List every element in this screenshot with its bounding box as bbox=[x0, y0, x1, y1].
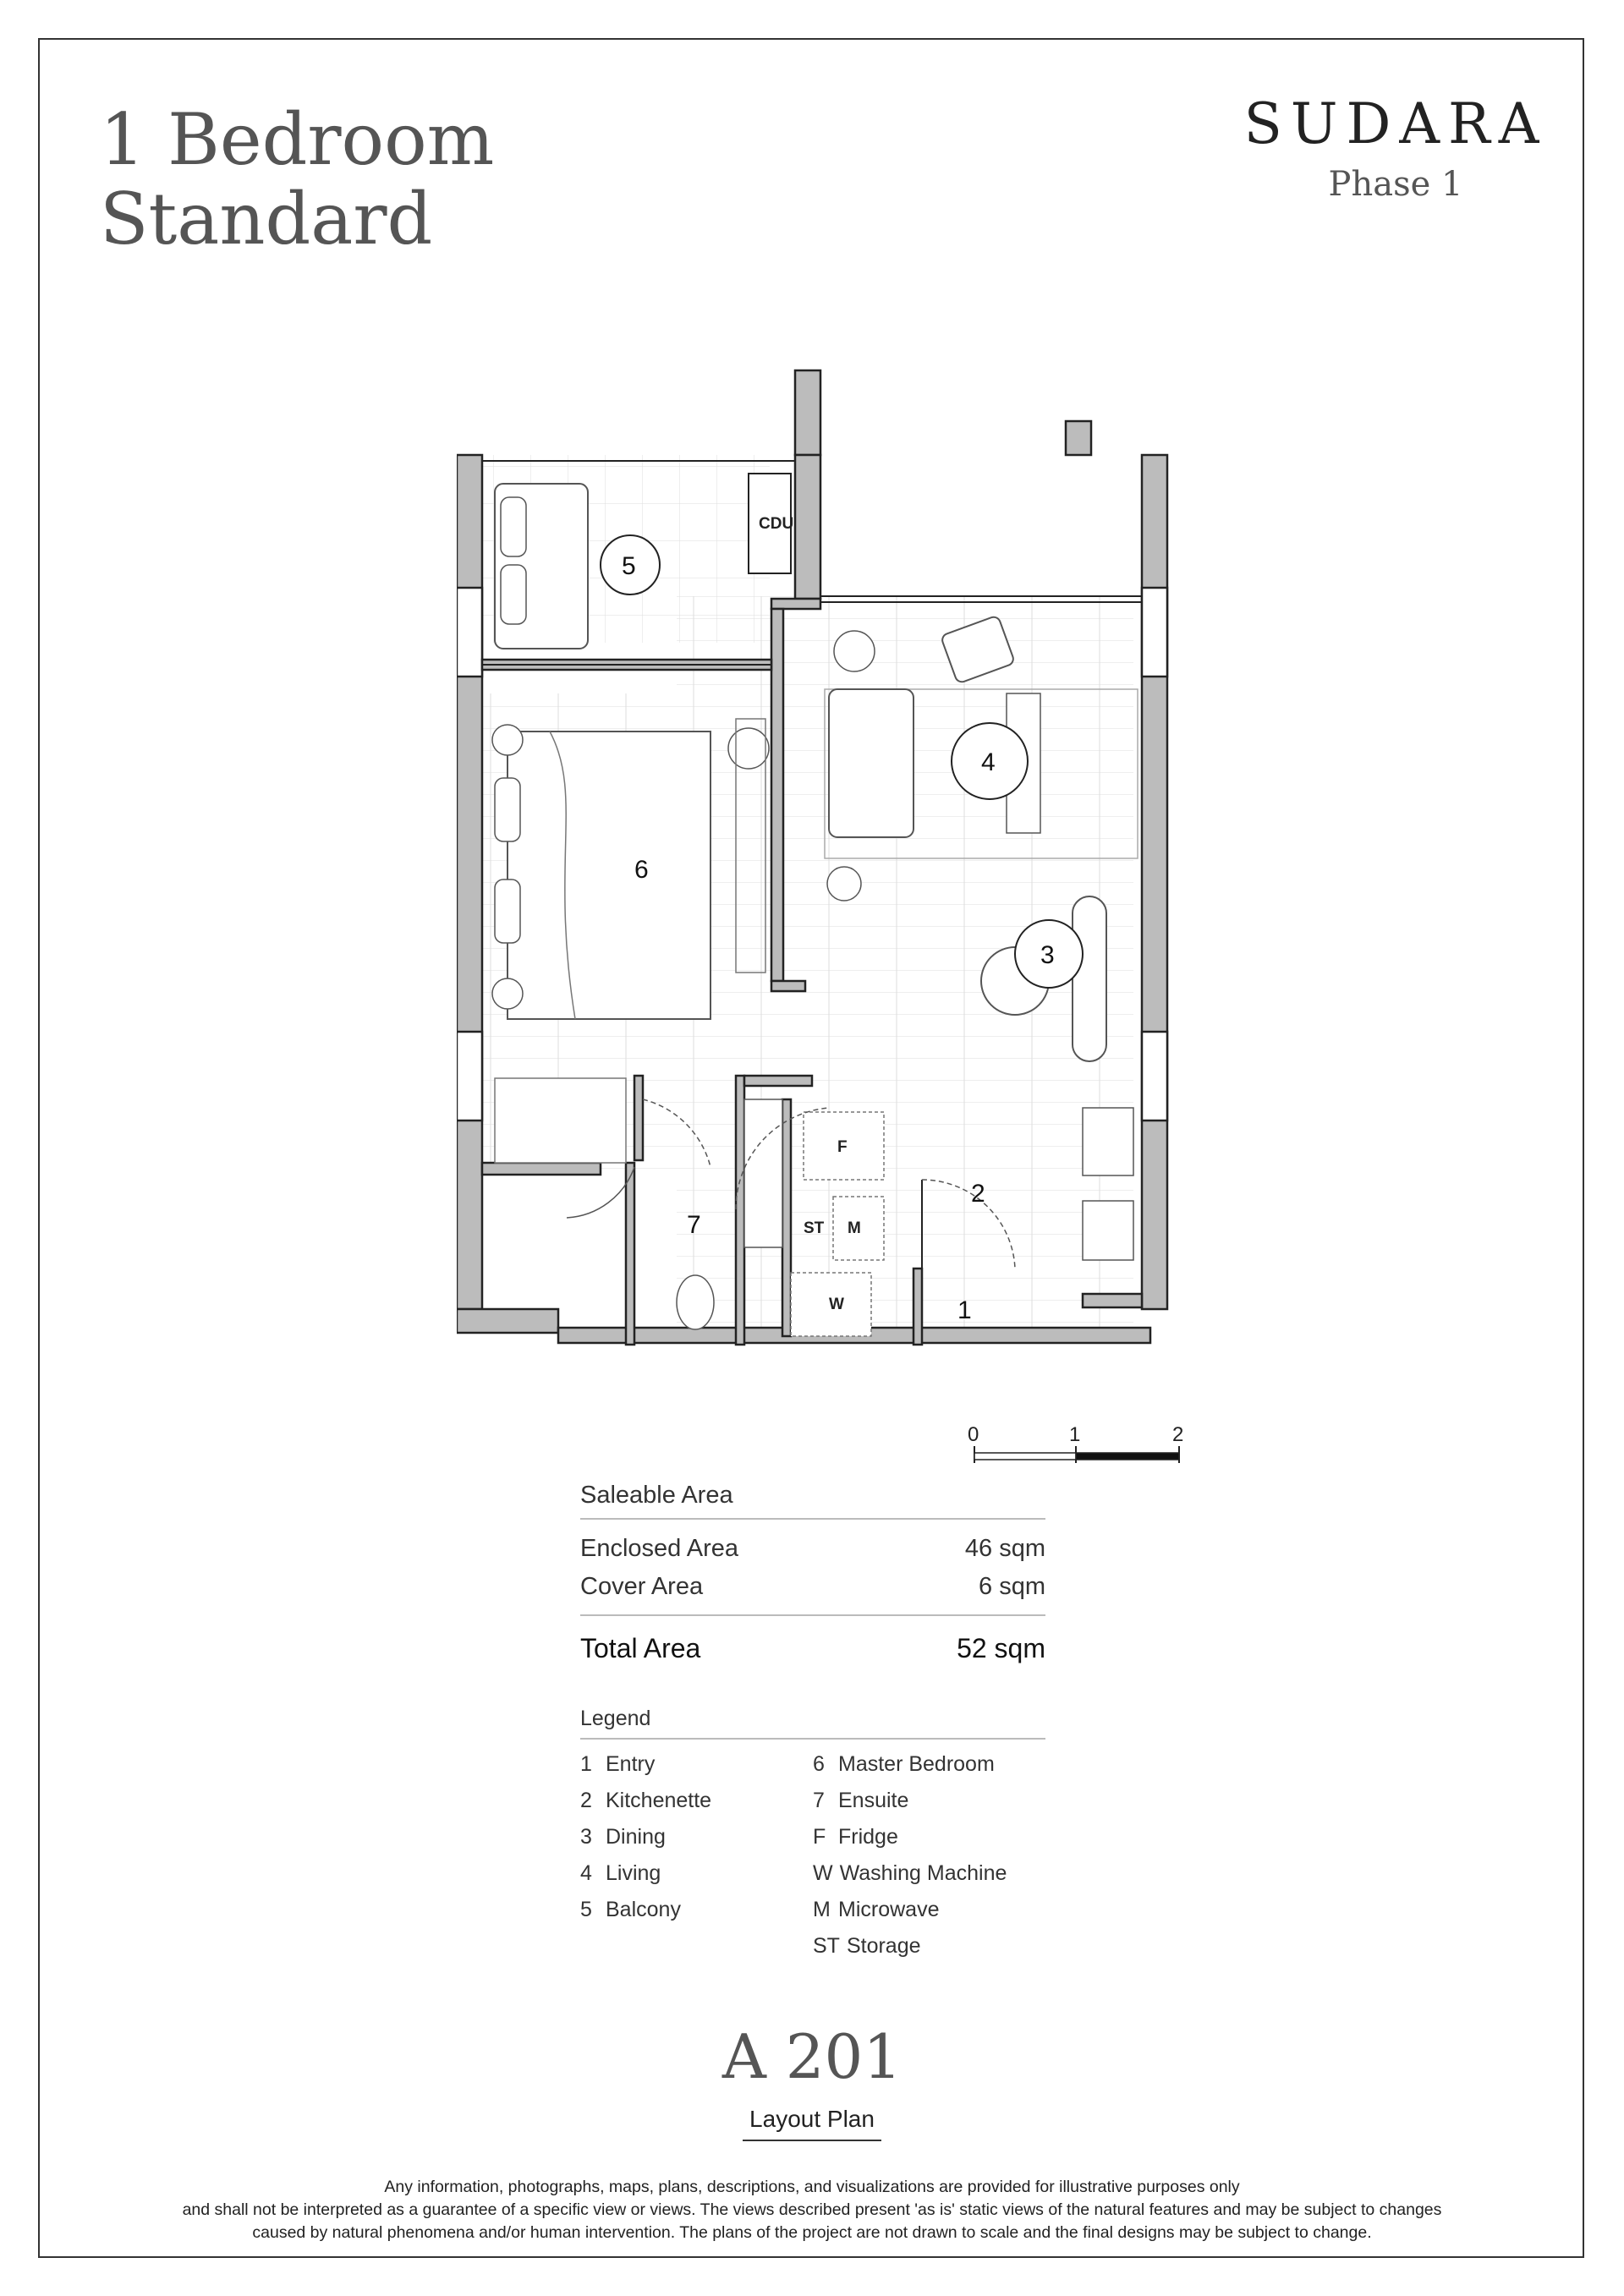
double-bed bbox=[508, 732, 710, 1019]
legend-label: Entry bbox=[606, 1752, 656, 1776]
area-row-label: Cover Area bbox=[580, 1573, 704, 1600]
dining-table bbox=[1073, 896, 1106, 1061]
scale-label-0: 0 bbox=[968, 1423, 979, 1446]
cushion bbox=[501, 497, 526, 556]
washer-label: W bbox=[829, 1296, 844, 1313]
title-line-1: 1 Bedroom bbox=[100, 98, 495, 181]
side-table bbox=[827, 867, 861, 901]
legend-item bbox=[580, 1855, 813, 1892]
legend-key: 1 bbox=[580, 1752, 592, 1776]
area-row bbox=[580, 1530, 1045, 1568]
area-row-value: 6 sqm bbox=[979, 1573, 1045, 1600]
legend-label: Living bbox=[606, 1861, 661, 1885]
sink bbox=[1083, 1108, 1133, 1175]
room-1-label: 1 bbox=[957, 1296, 972, 1324]
room-5-label: 5 bbox=[622, 552, 636, 580]
legend-key: 4 bbox=[580, 1861, 592, 1885]
total-area-label: Total Area bbox=[580, 1633, 701, 1663]
pillow bbox=[495, 778, 520, 841]
legend-item bbox=[813, 1819, 1045, 1855]
plant-pot bbox=[728, 728, 769, 769]
area-row-label: Enclosed Area bbox=[580, 1535, 739, 1562]
legend-item bbox=[813, 1928, 1045, 1964]
scale-label-2: 2 bbox=[1172, 1423, 1184, 1446]
room-6-label: 6 bbox=[634, 856, 649, 884]
phase-label: Phase 1 bbox=[1328, 165, 1463, 204]
legend-label: Washing Machine bbox=[839, 1861, 1007, 1885]
wardrobe-rail bbox=[495, 1078, 626, 1163]
legend-label: Kitchenette bbox=[606, 1789, 712, 1812]
disclaimer-line: caused by natural phenomena and/or human intervention. The plans of the project are not drawn to scale and the final designs may be subject to change. bbox=[252, 2223, 1372, 2242]
legend-label: Ensuite bbox=[838, 1789, 909, 1812]
floor-plan bbox=[457, 355, 1201, 1395]
legend-item bbox=[813, 1892, 1045, 1928]
legend-item bbox=[813, 1855, 1045, 1892]
vanity bbox=[744, 1099, 782, 1247]
legend-key: 7 bbox=[813, 1789, 825, 1812]
legend-key: W bbox=[813, 1861, 833, 1885]
page-title bbox=[100, 100, 494, 259]
room-3-label: 3 bbox=[1040, 941, 1055, 969]
legend-item bbox=[580, 1783, 813, 1819]
legend-item bbox=[580, 1892, 813, 1928]
legend-key: M bbox=[813, 1898, 831, 1921]
layout-caption: Layout Plan bbox=[743, 2106, 881, 2141]
legend-key: 2 bbox=[580, 1789, 592, 1812]
scale-label-1: 1 bbox=[1069, 1423, 1081, 1446]
legend-label: Fridge bbox=[838, 1825, 898, 1849]
legend-key: 5 bbox=[580, 1898, 592, 1921]
area-heading: Saleable Area bbox=[580, 1482, 1045, 1520]
area-rows bbox=[580, 1530, 1045, 1616]
legend-label: Storage bbox=[846, 1934, 921, 1958]
legend-label: Master Bedroom bbox=[838, 1752, 995, 1776]
legend-item bbox=[580, 1819, 813, 1855]
area-row bbox=[580, 1568, 1045, 1606]
scale-segment-light bbox=[974, 1453, 1076, 1460]
toilet bbox=[677, 1275, 714, 1329]
legend-label: Microwave bbox=[838, 1898, 940, 1921]
area-schedule bbox=[580, 1482, 1045, 1668]
room-7-label: 7 bbox=[687, 1211, 701, 1239]
total-area-row bbox=[580, 1630, 1045, 1668]
layout-caption-wrap bbox=[0, 2106, 1624, 2141]
scale-bar bbox=[964, 1421, 1193, 1480]
bedside-lamp bbox=[492, 978, 523, 1009]
disclaimer bbox=[102, 2176, 1522, 2244]
disclaimer-line: Any information, photographs, maps, plans, descriptions, and visualizations are provided for illustrative purposes only bbox=[384, 2178, 1240, 2196]
legend-key: F bbox=[813, 1825, 826, 1849]
legend-column-right bbox=[813, 1746, 1045, 1964]
legend-item bbox=[813, 1783, 1045, 1819]
fridge-label: F bbox=[837, 1138, 848, 1156]
cushion bbox=[501, 565, 526, 624]
legend-key: 3 bbox=[580, 1825, 592, 1849]
total-area-value: 52 sqm bbox=[957, 1633, 1045, 1663]
room-4-label: 4 bbox=[981, 748, 996, 776]
brand-logo: SUDARA bbox=[1243, 91, 1548, 156]
scale-segment-dark bbox=[1076, 1453, 1179, 1460]
cdu-label: CDU bbox=[759, 515, 794, 533]
area-row-value: 46 sqm bbox=[964, 1535, 1045, 1562]
legend-label: Balcony bbox=[606, 1898, 681, 1921]
microwave-label: M bbox=[848, 1219, 861, 1237]
bedside-lamp bbox=[492, 725, 523, 755]
title-line-2: Standard bbox=[100, 178, 433, 260]
floor-lamp bbox=[834, 631, 875, 671]
legend-item bbox=[580, 1746, 813, 1783]
storage-label: ST bbox=[804, 1219, 825, 1237]
sofa bbox=[829, 689, 914, 837]
legend-key: 6 bbox=[813, 1752, 825, 1776]
unit-code: A 201 bbox=[721, 2021, 903, 2092]
pillow bbox=[495, 879, 520, 943]
legend-item bbox=[813, 1746, 1045, 1783]
legend-column-left bbox=[580, 1746, 813, 1964]
legend-heading: Legend bbox=[580, 1707, 1045, 1740]
legend bbox=[580, 1707, 1045, 1964]
legend-label: Dining bbox=[606, 1825, 666, 1849]
disclaimer-line: and shall not be interpreted as a guarantee of a specific view or views. The views described present 'as is' static views of the natural features and may be subject to changes bbox=[182, 2200, 1442, 2219]
cooktop bbox=[1083, 1201, 1133, 1260]
room-2-label: 2 bbox=[971, 1180, 985, 1208]
legend-key: ST bbox=[813, 1934, 840, 1958]
